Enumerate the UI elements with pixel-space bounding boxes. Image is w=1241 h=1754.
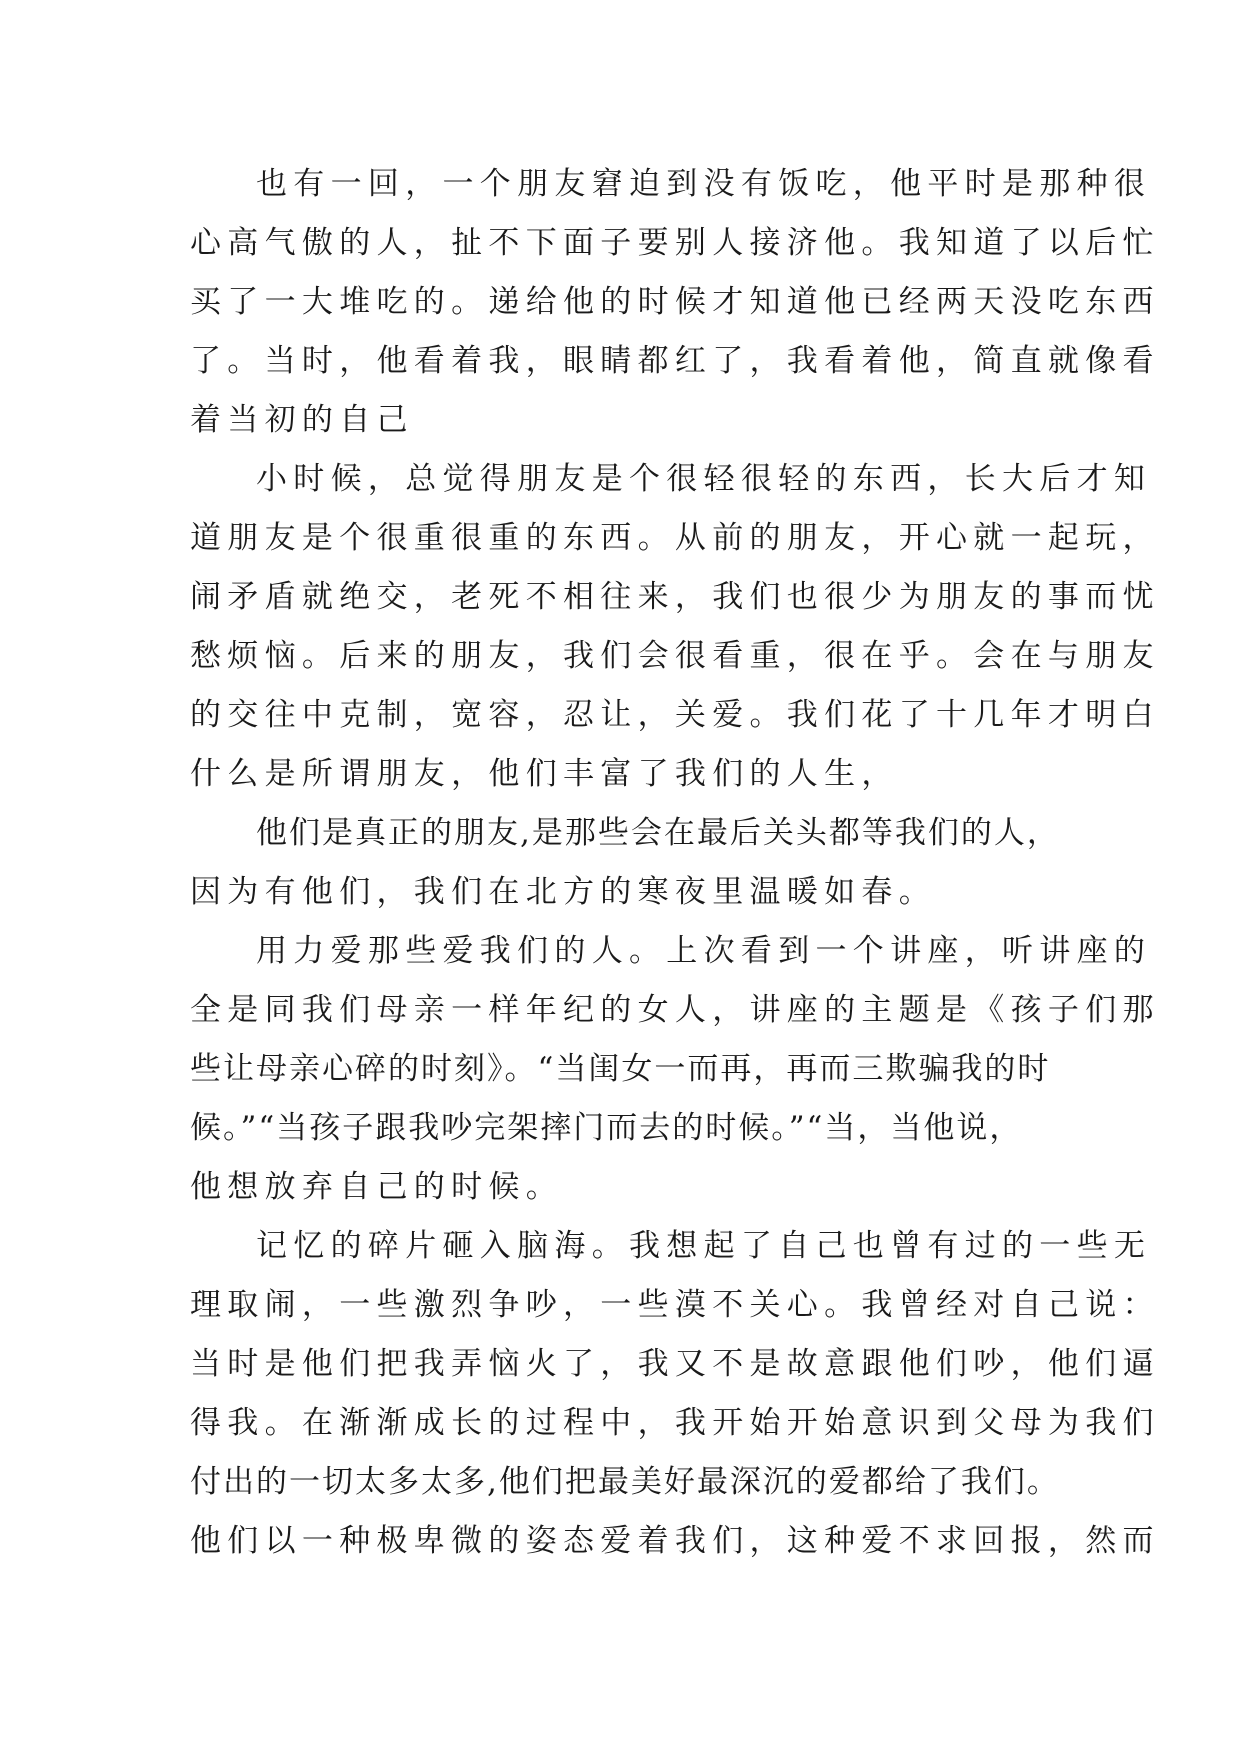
text-line: 理取闹，一些激烈争吵，一些漠不关心。我曾经对自己说： [190, 1287, 1160, 1323]
text-line: 因为有他们，我们在北方的寒夜里温暖如春。 [190, 874, 936, 910]
text-line: 全是同我们母亲一样年纪的女人，讲座的主题是《孩子们那 [190, 992, 1160, 1028]
text-line: 得我。在渐渐成长的过程中，我开始开始意识到父母为我们 [190, 1405, 1160, 1441]
paragraph-5 [190, 1217, 1160, 1571]
text-line: 买了一大堆吃的。递给他的时候才知道他已经两天没吃东西 [190, 284, 1160, 320]
text-line: 了。当时，他看着我，眼睛都红了，我看着他，简直就像看 [190, 343, 1160, 379]
text-line: 着当初的自己 [190, 402, 414, 438]
text-line: 些让母亲心碎的时刻》。“当闺女一而再，再而三欺骗我的时 [190, 1051, 1051, 1087]
text-line: 付出的一切太多太多,他们把最美好最深沉的爱都给了我们。 [190, 1464, 1060, 1500]
text-line: 用力爱那些爱我们的人。上次看到一个讲座，听讲座的 [256, 933, 1152, 969]
text-line: 心高气傲的人，扯不下面子要别人接济他。我知道了以后忙 [190, 225, 1160, 261]
paragraph-2 [190, 450, 1160, 804]
text-line: 愁烦恼。后来的朋友，我们会很看重，很在乎。会在与朋友 [190, 638, 1160, 674]
text-line: 小时候，总觉得朋友是个很轻很轻的东西，长大后才知 [256, 461, 1152, 497]
text-line: 他想放弃自己的时候。 [190, 1169, 563, 1205]
paragraph-4 [190, 922, 1160, 1217]
text-line: 什么是所谓朋友，他们丰富了我们的人生， [190, 756, 899, 792]
text-line: 候。”“当孩子跟我吵完架摔门而去的时候。”“当，当他说， [190, 1110, 1023, 1146]
text-line: 道朋友是个很重很重的东西。从前的朋友，开心就一起玩， [190, 520, 1160, 556]
text-line: 他们是真正的朋友,是那些会在最后关头都等我们的人， [256, 815, 1060, 851]
document-body [190, 155, 1160, 1571]
text-line: 闹矛盾就绝交，老死不相往来，我们也很少为朋友的事而忧 [190, 579, 1160, 615]
text-line: 也有一回，一个朋友窘迫到没有饭吃，他平时是那种很 [256, 166, 1152, 202]
text-line: 当时是他们把我弄恼火了，我又不是故意跟他们吵，他们逼 [190, 1346, 1160, 1382]
text-line: 他们以一种极卑微的姿态爱着我们，这种爱不求回报，然而 [190, 1523, 1160, 1559]
paragraph-1 [190, 155, 1160, 450]
text-line: 的交往中克制，宽容，忍让，关爱。我们花了十几年才明白 [190, 697, 1160, 733]
paragraph-3 [190, 804, 1070, 922]
text-line: 记忆的碎片砸入脑海。我想起了自己也曾有过的一些无 [256, 1228, 1152, 1264]
